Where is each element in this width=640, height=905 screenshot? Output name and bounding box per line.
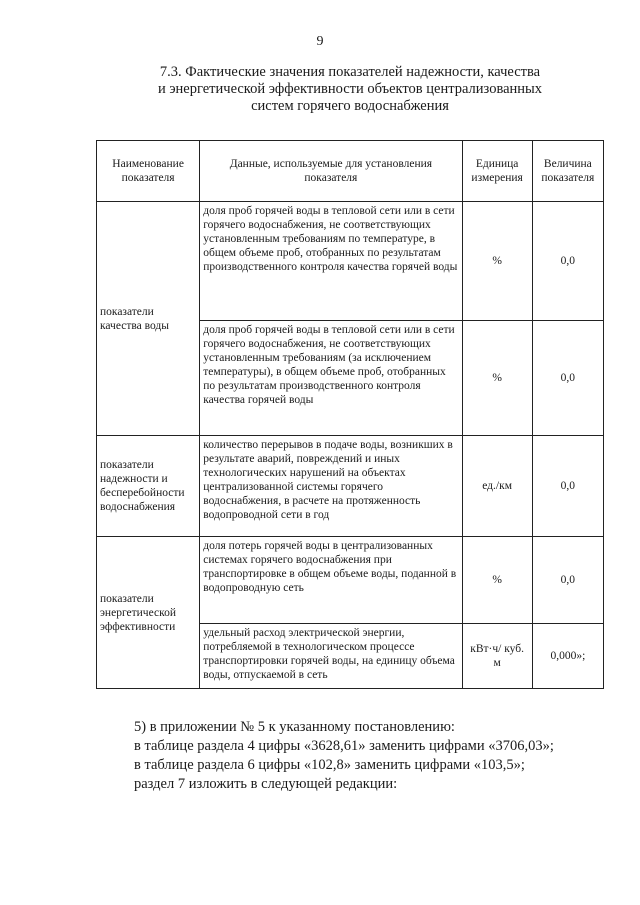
row-value: 0,000»; bbox=[532, 624, 603, 689]
row-value: 0,0 bbox=[532, 321, 603, 436]
group-efficiency: показатели энергетической эффективности bbox=[97, 537, 200, 689]
group-reliability: показатели надежности и бесперебойности водоснабжения bbox=[97, 436, 200, 537]
indicators-table bbox=[96, 140, 604, 689]
header-source-data: Данные, используемые для установления показателя bbox=[200, 141, 462, 202]
amendment-line: 5) в приложении № 5 к указанному постановлению: bbox=[134, 719, 455, 735]
section-title bbox=[130, 64, 570, 115]
row-data: доля потерь горячей воды в централизованных системах горячего водоснабжения при транспортировке в общем объеме воды, поданной в водопроводную сеть bbox=[200, 537, 462, 624]
row-data: доля проб горячей воды в тепловой сети или в сети горячего водоснабжения, не соответствующих установленным требованиям по температуре, в общем объеме проб, отобранных по результатам производственного контроля качества горячей воды bbox=[200, 202, 462, 321]
amendment-line: в таблице раздела 4 цифры «3628,61» заменить цифрами «3706,03»; bbox=[134, 738, 554, 754]
page-number: 9 bbox=[316, 34, 324, 49]
header-indicator-name: Наименование показателя bbox=[97, 141, 200, 202]
row-unit: ед./км bbox=[462, 436, 532, 537]
group-quality: показатели качества воды bbox=[97, 202, 200, 436]
amendment-line: в таблице раздела 6 цифры «102,8» заменить цифрами «103,5»; bbox=[134, 757, 525, 773]
table-row bbox=[97, 202, 604, 321]
row-value: 0,0 bbox=[532, 202, 603, 321]
row-unit: % bbox=[462, 202, 532, 321]
table-row bbox=[97, 436, 604, 537]
amendment-line: раздел 7 изложить в следующей редакции: bbox=[134, 776, 398, 792]
table-header-row bbox=[97, 141, 604, 202]
row-unit: кВт·ч/ куб. м bbox=[462, 624, 532, 689]
amendments-text bbox=[134, 718, 614, 794]
section-title-line: 7.3. Фактические значения показателей надежности, качества bbox=[159, 64, 541, 80]
row-value: 0,0 bbox=[532, 537, 603, 624]
row-data: доля проб горячей воды в тепловой сети или в сети горячего водоснабжения, не соответствующих установленным требованиям (за исключением температуры), в общем объеме проб, отобранных по результатам производственного контроля качества горячей воды bbox=[200, 321, 462, 436]
row-unit: % bbox=[462, 537, 532, 624]
section-title-line: систем горячего водоснабжения bbox=[251, 98, 449, 114]
row-unit: % bbox=[462, 321, 532, 436]
table-row bbox=[97, 537, 604, 624]
row-data: удельный расход электрической энергии, потребляемой в технологическом процессе транспортировки горячей воды, на единицу объема воды, отпускаемой в сеть bbox=[200, 624, 462, 689]
header-unit: Единица измерения bbox=[462, 141, 532, 202]
header-value: Величина показателя bbox=[532, 141, 603, 202]
row-data: количество перерывов в подаче воды, возникших в результате аварий, повреждений и иных технологических нарушений на объектах централизованной системы горячего водоснабжения, в расчете на протяженность водопроводной сети в год bbox=[200, 436, 462, 537]
section-title-line: и энергетической эффективности объектов централизованных bbox=[157, 81, 543, 97]
row-value: 0,0 bbox=[532, 436, 603, 537]
